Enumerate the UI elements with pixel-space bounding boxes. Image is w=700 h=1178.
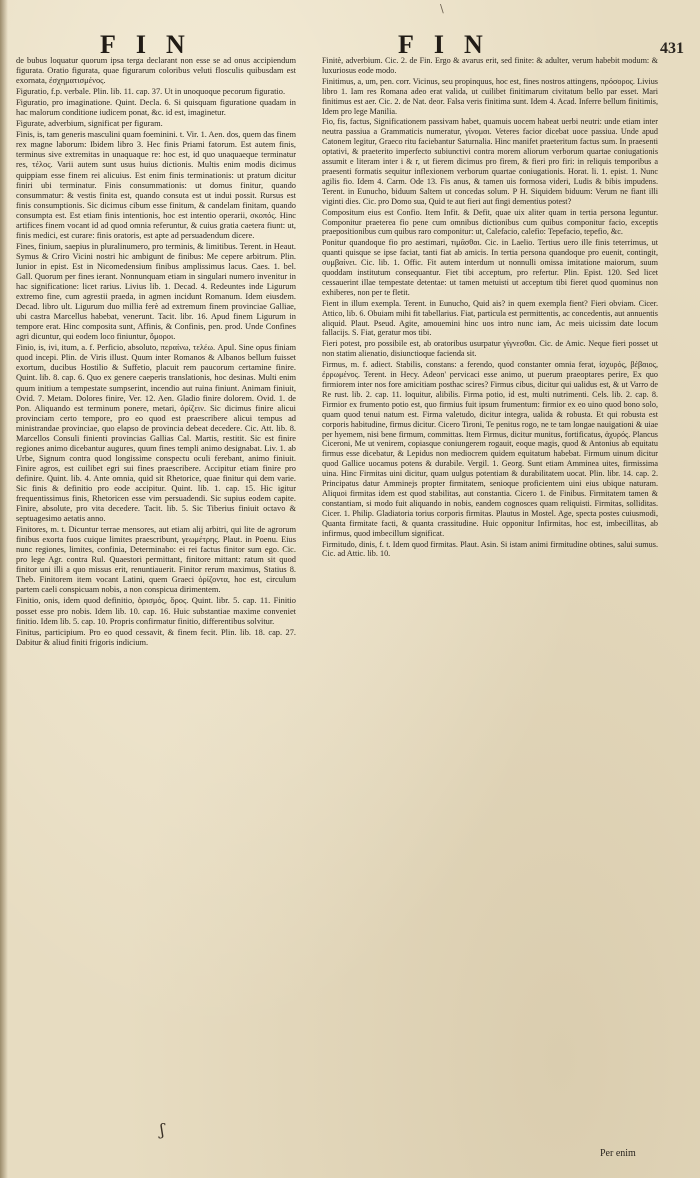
entry-paragraph: Finis, is, tam generis masculini quam foeminini. t. Vir. 1. Aen. dos, quem das finem rex magne laborum: Ibidem libro 3. Hec finis Priami fatorum. Est autem finis, terminus sive extremitas in unaquaque re: hoc est, id quo unaquaeque terminatur res, τέλος. Varii autem sunt usus huius dictionis. Multis enim modis dicimus quippiam esse finem rei alicuius. Est enim finis terminationis: ut pratum dicitur finiri ubi terminatur. Finis consummationis: ut domus finitur, quando consummatur: & vestis finita est, quando consuta est ut indui possit. Rursus est finis consumptionis. Sic dicimus cibum esse finitum, & candelam finitam, quando consumpta est. Est etiam finis intentionis, hoc est intentio operarii, σκοπός. Hinc artifices finem vocant id ad quod omnia referuntur, & cuius gratia caetera fiunt: ut, finis medici, est curare: finis oratoris, est apte ad persuadendum dicere. [16,130,296,240]
entry-paragraph: Finitores, m. t. Dicuntur terrae mensores, aut etiam alij arbitri, qui lite de agrorum finibus exorta fuos cuique limites praescribunt, γεωμέτρης. Plaut. in Poenu. Eius nunc regiones, limites, confinia, Determinabo: ei rei factus finitor sum ego. Cic. pro lege Agr. contra Rul. Quaestori permittant, finitore mittant: ratum sit quod finitor uni illi a quo missus erit, renuntiauerit. Finitor rerum maximus, Statius 8. Theb. Finitorem item vocant Latini, quem Graeci ὁρίζοντα, hoc est, circulum partem caeli conspicuam nobis, a non conspicua dirimentem. [16,525,296,595]
entry-paragraph: Fio, fis, factus, Significationem passivam habet, quamuis uocem habeat uerbi neutri: unde etiam inter neutra passiua a Grammaticis numeratur, γίνομαι. Veteres facior dicebat uoce passiua. Unde apud Catonem legitur, Graeco ritu faciebantur Saturnalia. Hinc manifet praeteritum factus sum. In praesenti optativi, & praeterito imperfecto subiunctivi contra morem aliorum verborum quartae coniugationis assumit e literam inter i & r, ut fierem dicimus pro firem, & fieri pro firi: in reliquis temporibus a praesenti formatis sequitur inflexionem verborum quartae coniugationis. Horat. li. 1. epist. 1. Nunc agilis fio. Idem 4. Carm. Ode 13. Fis anus, & tamen uis formosa videri, Ludis & bibis impudens. Terent. in Eunucho, biduum Saltem ut concedas solum. P H. Siquidem biduum: Verum ne fiant illi viginti dies. Cic. pro Domo sua, Quid te aut fieri aut fingi dementius potest? [322,117,658,206]
running-head-left: FIN [100,30,205,59]
left-column [16,56,296,1146]
entry-paragraph: Fieri potest, pro possibile est, ab oratoribus usurpatur γίγνεσθαι. Cic. de Amic. Neque fieri posset ut non statim alienatio, disiunctioque facienda sit. [322,339,658,359]
entry-paragraph: Finio, is, ivi, itum, a. f. Perficio, absoluto, περαίνω, τελέω. Apul. Sine opus finiam quod incepi. Plin. de Viris illust. Quum inter Romanos & Albanos bellum fuisset exortum, ducibus Hostilio & Suffetio, placuit rem paucorum certamine finire. Quint. lib. 8. cap. 6. Quo ex genere caeperis translationis, hoc desinas. Multi enim quum initium a tempestate sumpserint, incendio aut ruina finiunt. Animam finiuit, Ovid. 7. Metam. Dolores finire, Ver. 12. Aen. Gladio finire dolorem. Ovid. 1. de Pon. Aliquando est terminum ponere, metari, ὁρίζειν. Sic dicimus finire alicui provinciam certo tempore, pro eo quod est praescribere alicui tempus ad ministrandae provinciae, quo elapso de provincia debeat decedere. Cic. Att. lib. 8. Marcellos Consuli finienti provincias Gallias Cal. Martis, restitit. Sic est finire regiones animo dicebantur augures, quum fines templi animo designabat. Liv. 1. ab Urbe, Signum contra quod longissime conspectu oculi ferebant, animo finiuit. Finire agros, est cuilibet egri sui fines praescribere. Accipitur etiam finire pro definire. Quint. lib. 4. Ante omnia, quid sit Rhetorice, quae finitur qui dem varie. Sic finis & definitio pro eode accipitur. Quint. lib. 1. cap. 15. Hic igitur frequentissimus finis, Rhetoricen esse vim persuadendi. Sic supius eodem capite. Finire, absolute, pro vita decedere. Tacit. lib. 5. Sic Tiberius finiuit octavo & septuagesimo aetatis anno. [16,343,296,524]
entry-paragraph: Figurate, adverbium, significat per figuram. [16,119,163,129]
entry-paragraph: Fines, finium, saepius in pluralinumero, pro terminis, & limitibus. Terent. in Heaut. Symus & Criro Vicini nostri hic ambigunt de finibus: Me cepere arbitrum. Plin. Iunior in epist. Est in Nicomedensium finibus amplissimus lacus. Caes. 1. bel. Gall. Quorum per fines ierant. Nonnunquam etiam in singulari numero invenitur in hac significatione: licet rarius. Livius lib. 1. Decad. 4. Redeuntes inde Ligurum extremo fine, cum agrestii praeda, in agmen incidunt Romanum. Idem eiusdem. Decad. libro ult. Ligurum duo millia ferè ad extremum finem provinciae Galliae, ubi castra Marcellus habebat, venerunt. Tacit. libr. 16. Apud finem Ligurum in tempore erat. Hinc composita sunt, Affinis, & Confinis, pen. prod. Unde Confines agri dicuntur, qui eodem loco finiuntur, ὅμοροι. [16,241,296,342]
running-head-right: FIN [398,30,503,59]
entry-paragraph: de bubus loquatur quorum ipsa terga declarant non esse se ad onus accipiendum figurata. Oratio figurata, quae figurarum coloribus veluti flosculis quibusdam est exornata, ἐσχηματισμένος. [16,56,296,86]
page-gutter [0,0,8,1178]
page-number: 431 [660,40,684,57]
entry-paragraph: Fient in illum exempla. Terent. in Eunucho, Quid ais? in quem exempla fient? Fieri obviam. Cicer. Attico, lib. 6. Obuiam mihi fit tabellarius. Fiat, particula est permittentis, ac concedentis, aut annuentis aliquid. Plaut. Pseud. Agite, amouemini hinc uos intro nunc iam, Ac meis uicissim date locum fallacijs. S. Fiat, geratur mos tibi. [322,298,658,338]
entry-paragraph: Firmitudo, dinis, f. t. Idem quod firmitas. Plaut. Asin. Si istam animi firmitudine obtines, salui sumus. Cic. ad Attic. lib. 10. [322,539,658,559]
top-mark: \ [440,2,444,15]
entry-paragraph: Ponitur quandoque fio pro aestimari, τιμᾶσθαι. Cic. in Laelio. Tertius uero ille finis teterrimus, ut quanti quisque se ipse faciat, tanti fiat ab amicis. In tertia persona quandoque pro euenit, contingit, συμβαίνει. Cic. lib. 1. Offic. Fit autem interdum ut nonnulli omissa imitatione maiorum, suum quoddam institutum consequantur. Fiet tibi acceptum, pro refertur. Plin. Epist. 120. Sed licet cessauerint illae tempestate detentae: ut tamen metuisti ut acceptum tibi fieret quod quominus non exhiberes, non per te fletit. [322,238,658,297]
entry-paragraph: Finitimus, a, um, pen. corr. Vicinus, seu propinquus, hoc est, fines nostros attingens, πρόσορος. Livius libro 1. Iam res Romana adeo erat valida, ut cuilibet finitimarum civitatum bello par esset. Mari finitimus est aer. Cic. 2. de Nat. deor. Falsa veris finitima sunt. Idem 4. Acad. Inferre bellum finitimis, Idem pro lege Manilia. [322,76,658,116]
ornament-flourish: ʃ [160,1120,165,1139]
right-column [322,56,658,1146]
entry-paragraph: Finitio, onis, idem quod definitio, ὁρισμός, ὅρος. Quint. libr. 5. cap. 11. Finitio posset esse pro nobis. Idem lib. 10. cap. 16. Huic substantiae maxime conveniet finitio. Idem lib. 5. cap. 10. Propris confirmatur finitio, differentibus solvitur. [16,596,296,626]
entry-paragraph: Finitus, participium. Pro eo quod cessavit, & finem fecit. Plin. lib. 18. cap. 27. Dabitur & aliud finiti frigoris indicium. [16,627,296,647]
entry-paragraph: Compositum eius est Confio. Item Infit. & Defit, quae uix aliter quam in tertia persona leguntur. Componitur praeterea fio pene cum omnibus dictionibus cum quibus componitur facio, exceptis praepositionibus cum quibus raro componitur: ut, Calefacio, calefio: Tepefacio, tepefio, &c. [322,207,658,237]
entry-paragraph: Figuratio, f.p. verbale. Plin. lib. 11. cap. 37. Ut in unoquoque pecorum figuratio. [16,87,286,97]
entry-paragraph: Firmus, m. f. adiect. Stabilis, constans: a ferendo, quod constanter omnia ferat, ἰσχυρός, βέβαιος, ἐρρωμένος. Terent. in Hecy. Adeon' pervicaci esse animo, ut puerum praeoptares perire, Ex quo firmiorem inter nos fore amicitiam posthac scires? Firmus cibus, dicitur qui ualidus est, & ut Varro de Re rust. lib. 2. cap. 11. loquitur, alibilis. Firma potio, id est, multi nutrimenti. Cels. lib. 2. cap. 8. Firmior ex frumento potio est, quo firmius fuit ipsum frumentum: firmior ex eo uino quod bono solo, quam quod tenui natum est. Firma valetudo, dicitur integra, ualida & robusta. Et qui robusta est corporis habitudine, firmus dicitur. Cicero Tironi, Te penitus rogo, ne te tam longae nauigationi & uiae per hyemem, nisi bene firmum, committas. Item Firmus, dicitur munitus, fortificatus, ἀχυρός. Plancus Ciceroni, Me ut venirem, copiasque coniungerem rogauit, eoque magis, quod & Antonius ab equitatu firmus esse dicebatur, & Lepidus non mediocrem quidem equitatum habebat. Firmum uinum dicitur quod Gallice uocamus potens & durabile. Vergil. 1. Georg. Sunt etiam Amminea uites, firmissima uina. Hinc Firmitas uini dicitur, quam uulgus potentiam & durabilitatem uocat. Plin. libr. 14. cap. 2. Principatus datur Amminejs propter firmitatem, senioque proficientem uini eius ubique naturam. Aliquoi firmitas idem est quod stabilitas, aut constantia. Cicero 1. de Finibus. Firmitatem tamen & constantiam, si modo fuit aliquando in nobis, eandem cognosces quam reliquisti. Firmitas, solliditas. Cicer. 1. Philip. Gladiatoria torius corporis firmitas. Plautus in Mostel. Age, specta postes cuiusmodi, Quanta firmitate facti, & quanta crassitudine. Huic opponitur Infirmitas, hoc est, imbecillitas, ab infirmus, quod imbecillum significat. [322,360,658,538]
entry-paragraph: Figuratio, pro imaginatione. Quint. Decla. 6. Si quisquam figuratione quadam in hac malorum conditione iudicem ponat, &c. id est, imaginetur. [16,98,296,118]
entry-paragraph: Finitè, adverbium. Cic. 2. de Fin. Ergo & avarus erit, sed finite: & adulter, verum habebit modum: & luxuriosus eode modo. [322,56,658,75]
catchword: Per enim [600,1148,636,1159]
